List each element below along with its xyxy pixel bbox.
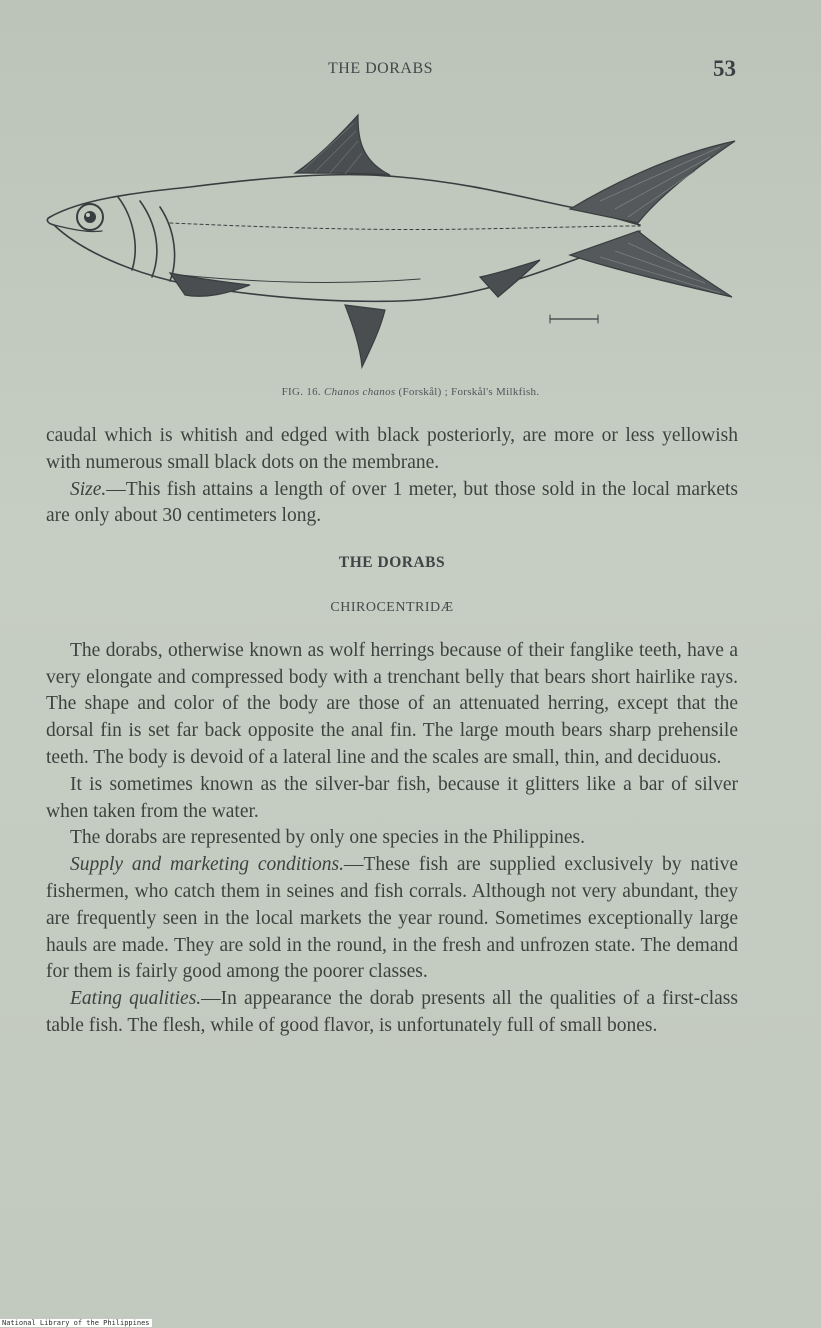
eating-text: —In appearance the dorab presents all the qualities of a first-class table fish. The flesh, while of good flavor, is unfortunately full of small bones. (46, 988, 738, 1036)
eating-lead: Eating qualities. (70, 988, 202, 1010)
family-subheading: CHIROCENTRIDÆ (330, 599, 454, 615)
size-lead: Size. (70, 478, 107, 500)
library-credit: National Library of the Philippines (2, 1319, 150, 1327)
paragraph-description: The dorabs, otherwise known as wolf herrings because of their fanglike teeth, have a very elongate and compressed body with a trenchant belly that bears short hairlike rays. The shape and color of the body are those of an attenuated herring, except that the dorsal fin is set far back opposite the anal fin. The large mouth bears sharp prehensile teeth. The body is devoid of a lateral line and the scales are small, thin, and deciduous. (46, 639, 738, 768)
page-number: 53 (713, 56, 736, 81)
running-head (0, 58, 821, 84)
paragraph-size (46, 477, 738, 531)
size-text: —This fish attains a length of over 1 meter, but those sold in the local markets are only about 30 centimeters long. (46, 478, 738, 527)
caption-species: Chanos chanos (324, 386, 396, 398)
caption-rest: (Forskål) ; Forskål's Milkfish. (398, 386, 540, 398)
figure-caption (0, 386, 821, 398)
running-title: THE DORABS (328, 60, 434, 77)
milkfish-illustration-icon (40, 105, 745, 375)
paragraph-supply (46, 852, 738, 986)
paragraph-eating (46, 986, 738, 1040)
paragraph-species: The dorabs are represented by only one species in the Philippines. (70, 827, 585, 849)
paragraph-continued: caudal which is whitish and edged with black posteriorly, are more or less yellowish with numerous small black dots on the membrane. (46, 425, 738, 473)
section-heading: THE DORABS (338, 554, 446, 572)
body-text (46, 423, 738, 1040)
supply-text: —These fish are supplied exclusively by native fishermen, who catch them in seines and fish corrals. Although not very abundant, they are frequently seen in the local markets the year round. Sometimes exceptionally large hauls are made. They are sold in the round, in the fresh and unfrozen state. The demand for them is fairly good among the poorer classes. (46, 854, 738, 983)
caption-label: FIG. 16. (281, 386, 321, 398)
paragraph-silver-bar: It is sometimes known as the silver-bar fish, because it glitters like a bar of silver when taken from the water. (46, 773, 738, 822)
figure-milkfish (40, 105, 745, 375)
supply-lead: Supply and marketing conditions. (70, 854, 344, 876)
